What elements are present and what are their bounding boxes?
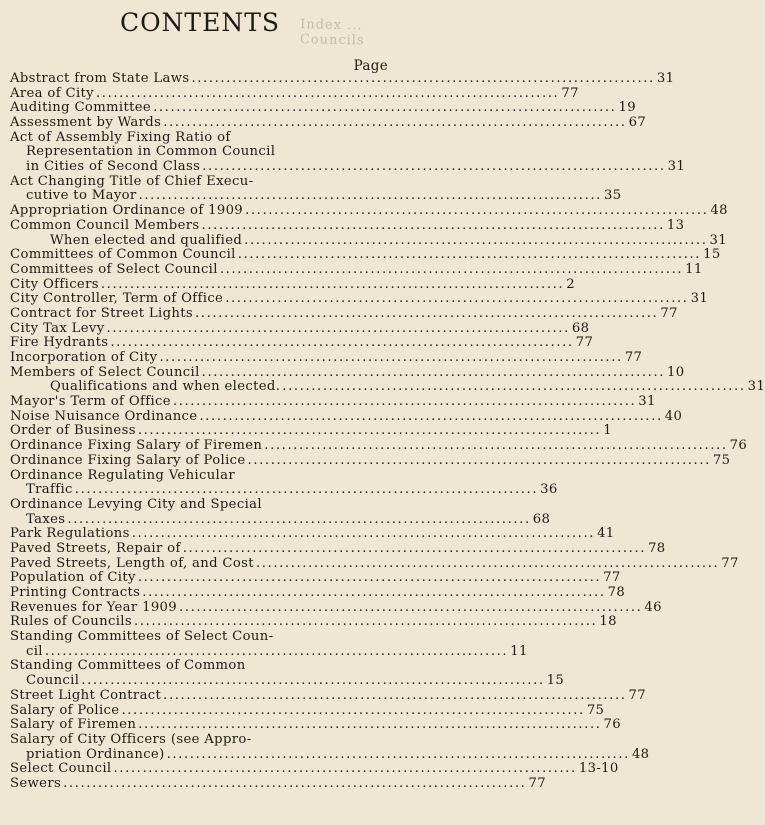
toc-entry-label: cutive to Mayor xyxy=(26,188,137,204)
toc-entry-label: Paved Streets, Length of, and Cost xyxy=(10,555,254,571)
toc-entry-page: 41 xyxy=(597,526,615,542)
toc-entry-label: Standing Committees of Common xyxy=(10,658,246,674)
toc-entry-page: 15 xyxy=(703,247,721,263)
toc-entry-label: cil xyxy=(26,643,43,659)
toc-entry xyxy=(10,423,612,440)
toc-entry-page: 68 xyxy=(571,320,590,336)
toc-entry-page: 1 xyxy=(603,423,612,439)
dot-leader: ................................................................................ xyxy=(153,100,617,116)
toc-entry-page: 77 xyxy=(628,687,647,703)
toc-entry-page: 67 xyxy=(628,115,647,131)
toc-entry xyxy=(10,85,579,102)
toc-entry-page: 2 xyxy=(566,276,575,292)
dot-leader: ................................................................................ xyxy=(63,775,527,791)
dot-leader: ................................................................................ xyxy=(219,261,684,277)
toc-entry-page: 10 xyxy=(667,364,685,380)
dot-leader: ................................................................................ xyxy=(182,540,647,556)
toc-entry xyxy=(10,540,666,557)
toc-entry-label: Incorporation of City xyxy=(10,350,158,366)
toc-entry xyxy=(10,100,636,116)
toc-entry-label: Council xyxy=(26,673,80,689)
toc-entry-label: Appropriation Ordinance of 1909 xyxy=(10,203,244,219)
toc-entry xyxy=(10,687,647,704)
dot-leader: ................................................................................ xyxy=(133,614,598,630)
toc-entry-label: When elected and qualified xyxy=(50,232,243,248)
toc-entry-label: priation Ordinance) xyxy=(26,746,165,762)
toc-entry-label: Population of City xyxy=(10,570,136,586)
toc-entry-label: Ordinance Regulating Vehicular xyxy=(10,467,235,483)
dot-leader: ................................................................................ xyxy=(237,247,702,263)
toc-entry-label: Printing Contracts xyxy=(10,585,141,601)
page-title: CONTENTS xyxy=(119,8,281,37)
dot-leader: ................................................................................ xyxy=(131,526,596,542)
toc-entry xyxy=(10,585,626,601)
toc-entry xyxy=(10,70,675,87)
toc-entry-label: Salary of Police xyxy=(10,702,120,718)
toc-entry-page: 13-10 xyxy=(578,761,619,777)
toc-entry xyxy=(10,145,389,160)
toc-entry xyxy=(10,115,647,131)
toc-entry-page: 77 xyxy=(561,85,579,101)
toc-entry xyxy=(10,570,621,586)
dot-leader: ................................................................................ xyxy=(255,555,720,571)
toc-entry-page: 77 xyxy=(603,570,621,586)
dot-leader: ................................................................................ xyxy=(166,746,630,762)
toc-entry-page: 15 xyxy=(546,673,565,689)
toc-entry-page: 76 xyxy=(603,717,622,733)
toc-entry-label: Traffic xyxy=(26,482,73,498)
toc-entry-page: 68 xyxy=(532,511,551,527)
toc-entry-label: Common Council Members xyxy=(10,217,200,233)
toc-entry-page: 75 xyxy=(586,702,605,718)
toc-entry-page: 36 xyxy=(540,482,558,498)
dot-leader: ................................................................................ xyxy=(225,291,689,307)
toc-entry-page: 11 xyxy=(510,643,528,659)
dot-leader: ................................................................................ xyxy=(282,379,746,395)
dot-leader: ................................................................................ xyxy=(264,438,728,454)
toc-entry-label: Representation in Common Council xyxy=(26,144,276,160)
toc-entry-label: Qualifications and when elected. xyxy=(50,379,281,395)
toc-entry-label: Salary of City Officers (see Appro- xyxy=(10,731,252,747)
dot-leader: ................................................................................ xyxy=(179,599,643,615)
toc-entry xyxy=(10,717,622,733)
toc-entry-label: Auditing Committee xyxy=(10,100,152,116)
toc-entry xyxy=(10,394,656,410)
dot-leader: ................................................................................ xyxy=(199,408,663,424)
dot-leader: ................................................................................ xyxy=(244,232,708,248)
toc-entry xyxy=(10,702,605,719)
toc-entry-label: Contract for Street Lights xyxy=(10,305,193,321)
toc-entry xyxy=(10,217,685,234)
toc-entry xyxy=(10,673,565,689)
dot-leader: ................................................................................ xyxy=(247,452,711,468)
toc-entry xyxy=(10,746,650,763)
dot-leader: ................................................................................ xyxy=(201,217,665,233)
toc-entry-page: 31 xyxy=(667,159,686,175)
toc-entry-label: Committees of Select Council xyxy=(10,261,218,277)
toc-entry xyxy=(10,761,619,777)
toc-entry-page: 46 xyxy=(644,599,662,615)
toc-entry xyxy=(10,261,703,278)
toc-entry-page: 77 xyxy=(528,775,546,791)
dot-leader: ................................................................................ xyxy=(163,687,627,703)
toc-entry-page: 77 xyxy=(660,305,678,321)
toc-entry xyxy=(10,660,389,675)
dot-leader: ................................................................................ xyxy=(44,643,509,659)
toc-entry-page: 78 xyxy=(607,585,626,601)
toc-entry xyxy=(10,733,389,748)
toc-entry-page: 76 xyxy=(729,438,748,454)
toc-entry-label: Committees of Common Council xyxy=(10,247,236,263)
toc-entry-page: 48 xyxy=(631,746,650,762)
toc-entry-label: in Cities of Second Class xyxy=(26,159,201,175)
toc-entry-label: Mayor's Term of Office xyxy=(10,394,171,410)
dot-leader: ................................................................................ xyxy=(202,159,666,175)
toc-entry xyxy=(10,159,686,175)
toc-entry-page: 75 xyxy=(712,452,731,468)
toc-entry-label: Ordinance Fixing Salary of Police xyxy=(10,452,246,468)
dot-leader: ................................................................................ xyxy=(100,276,565,292)
toc-entry xyxy=(10,599,662,616)
toc-entry-label: Act of Assembly Fixing Ratio of xyxy=(10,129,231,145)
toc-entry-label: Taxes xyxy=(26,511,66,527)
toc-entry xyxy=(10,482,558,498)
toc-entry-page: 11 xyxy=(685,261,703,277)
dot-leader: ................................................................................ xyxy=(67,511,531,527)
toc-entry-label: City Officers xyxy=(10,276,99,292)
dot-leader: ................................................................................ xyxy=(95,85,560,101)
toc-entry-label: Select Council xyxy=(10,761,112,777)
toc-entry xyxy=(10,364,685,381)
toc-entry-label: Ordinance Fixing Salary of Firemen xyxy=(10,438,263,454)
toc-entry-label: Ordinance Levying City and Special xyxy=(10,496,262,512)
toc-entry xyxy=(10,291,709,307)
toc-entry-page: 31 xyxy=(747,379,765,395)
dot-leader: ................................................................................ xyxy=(163,115,627,131)
toc-entry-page: 31 xyxy=(656,70,675,86)
toc-entry-label: City Tax Levy xyxy=(10,320,105,336)
toc-entry-label: Salary of Firemen xyxy=(10,717,137,733)
dot-leader: ................................................................................ xyxy=(172,394,637,410)
toc-entry xyxy=(10,498,389,513)
toc-entry xyxy=(10,203,728,219)
toc-entry-page: 18 xyxy=(599,614,617,630)
toc-entry-label: Act Changing Title of Chief Execu- xyxy=(10,173,254,189)
toc-entry xyxy=(10,276,575,293)
bleed-through-text: Index ... Councils xyxy=(299,17,365,49)
dot-leader: ................................................................................ xyxy=(106,320,570,336)
toc-entry xyxy=(10,350,643,366)
toc-entry xyxy=(10,643,528,660)
dot-leader: ................................................................................ xyxy=(110,335,574,351)
toc-entry xyxy=(10,335,594,351)
dot-leader: ................................................................................ xyxy=(159,350,623,366)
toc-entry-page: 48 xyxy=(710,203,728,219)
toc-entry xyxy=(10,469,389,484)
toc-entry xyxy=(10,775,546,792)
page-column-header: Page xyxy=(353,58,388,74)
dot-leader: ................................................................................ xyxy=(195,305,659,321)
toc-entry xyxy=(10,379,765,395)
toc-entry xyxy=(10,438,748,454)
dot-leader: ................................................................................ xyxy=(121,702,585,718)
toc-entry-page: 77 xyxy=(721,555,739,571)
toc-entry-label: Assessment by Wards xyxy=(10,115,162,131)
dot-leader: ................................................................................ xyxy=(138,717,602,733)
toc-entry xyxy=(10,408,683,425)
toc-entry xyxy=(10,630,389,645)
toc-entry-label: Standing Committees of Select Coun- xyxy=(10,629,274,645)
table-of-contents xyxy=(10,70,765,792)
toc-entry-page: 19 xyxy=(618,100,636,116)
toc-entry-label: Sewers xyxy=(10,775,62,791)
toc-entry xyxy=(10,452,731,469)
toc-entry xyxy=(10,247,721,263)
toc-entry xyxy=(10,555,739,572)
toc-entry xyxy=(10,320,590,337)
toc-entry xyxy=(10,175,389,190)
toc-entry-label: Rules of Councils xyxy=(10,614,132,630)
toc-entry-page: 77 xyxy=(575,335,594,351)
toc-entry xyxy=(10,526,615,542)
toc-entry-label: Park Regulations xyxy=(10,526,130,542)
toc-entry xyxy=(10,232,727,249)
toc-entry-page: 31 xyxy=(638,394,656,410)
dot-leader: ................................................................................ xyxy=(137,570,602,586)
toc-entry-label: Area of City xyxy=(10,85,94,101)
toc-entry-page: 31 xyxy=(690,291,709,307)
dot-leader: ................................................................................ xyxy=(74,482,539,498)
dot-leader: ................................................................................ xyxy=(113,761,577,777)
toc-entry xyxy=(10,188,622,205)
toc-entry-label: Street Light Contract xyxy=(10,687,162,703)
dot-leader: ................................................................................ xyxy=(137,423,602,439)
dot-leader: ................................................................................ xyxy=(81,673,545,689)
toc-entry-label: Fire Hydrants xyxy=(10,335,109,351)
dot-leader: ................................................................................ xyxy=(191,70,655,86)
dot-leader: ................................................................................ xyxy=(245,203,709,219)
toc-entry-label: Paved Streets, Repair of xyxy=(10,540,181,556)
toc-entry-label: Revenues for Year 1909 xyxy=(10,599,178,615)
toc-entry-page: 31 xyxy=(709,232,727,248)
dot-leader: ................................................................................ xyxy=(201,364,666,380)
toc-entry-page: 78 xyxy=(648,540,666,556)
toc-entry-label: City Controller, Term of Office xyxy=(10,291,224,307)
toc-entry-page: 40 xyxy=(664,408,683,424)
toc-entry-label: Members of Select Council xyxy=(10,364,200,380)
toc-entry xyxy=(10,614,617,630)
toc-entry-label: Order of Business xyxy=(10,423,136,439)
dot-leader: ................................................................................ xyxy=(142,585,606,601)
toc-entry xyxy=(10,511,551,528)
toc-entry-label: Noise Nuisance Ordinance xyxy=(10,408,198,424)
toc-entry-page: 35 xyxy=(603,188,622,204)
toc-entry-page: 77 xyxy=(624,350,643,366)
toc-entry xyxy=(10,305,678,322)
toc-entry-label: Abstract from State Laws xyxy=(10,70,190,86)
dot-leader: ................................................................................ xyxy=(138,188,602,204)
toc-entry-page: 13 xyxy=(666,217,685,233)
toc-entry xyxy=(10,131,389,146)
